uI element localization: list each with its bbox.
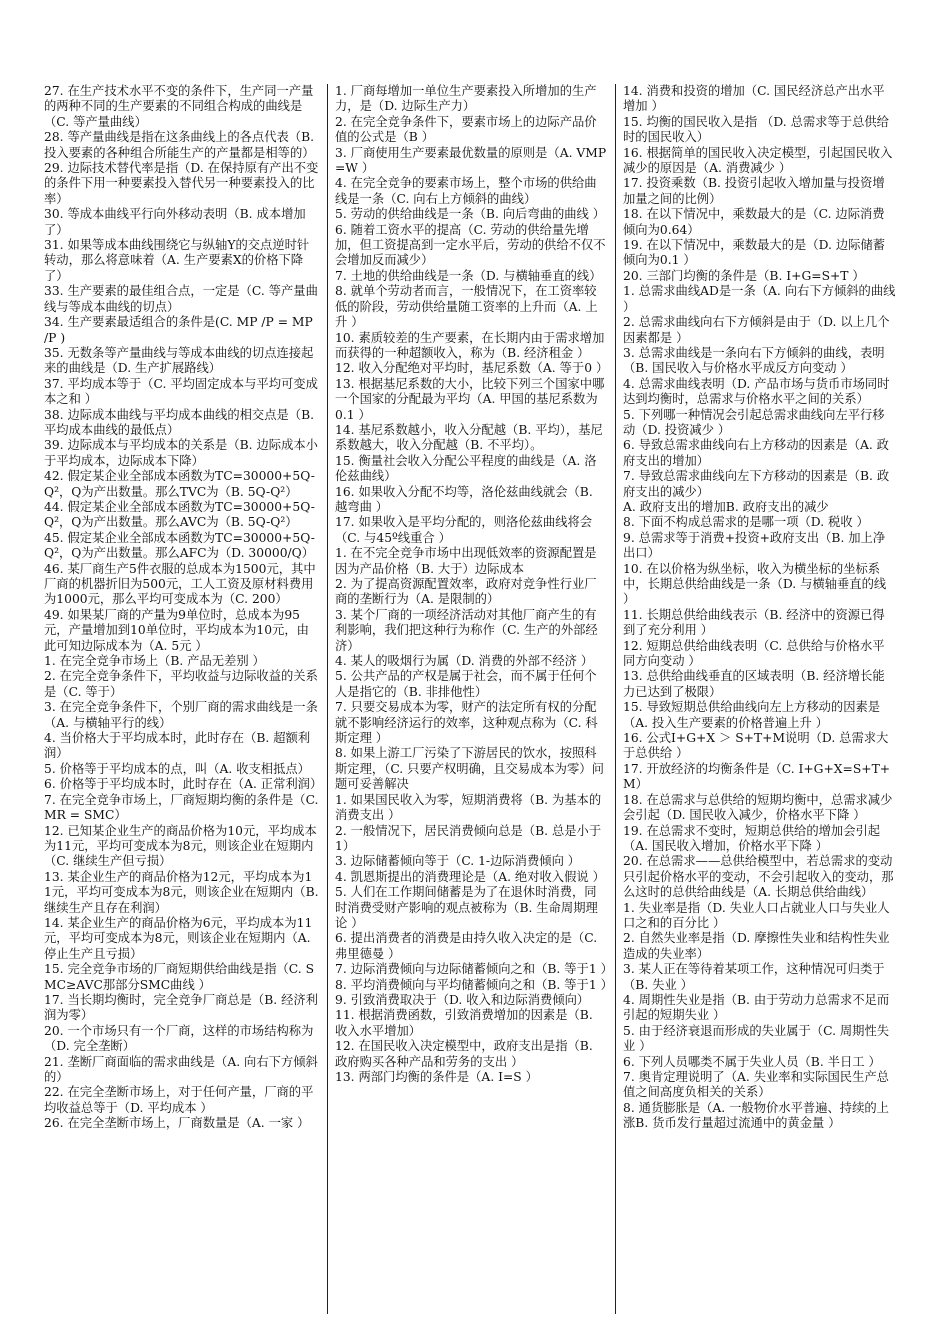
question-item: 7. 奥肯定理说明了（A. 失业率和实际国民生产总值之间高度负相关的关系） xyxy=(623,1070,889,1100)
question-item: 13. 两部门均衡的条件是（A. I=S ） xyxy=(335,1070,538,1084)
question-item: 2. 总需求曲线向右下方倾斜是由于（D. 以上几个因素都是 ） xyxy=(623,315,890,345)
question-item: 6. 提出消费者的消费是由持久收入决定的是（C. 弗里德曼 ） xyxy=(335,931,598,961)
question-item: 27. 在生产技术水平不变的条件下，生产同一产量的两种不同的生产要素的不同组合构成的曲线是（C. 等产量曲线） xyxy=(44,84,314,129)
question-item: 7. 土地的供给曲线是一条（D. 与横轴垂直的线） xyxy=(335,268,602,283)
question-item: 12. 已知某企业生产的商品价格为10元，平均成本为11元，平均可变成本为8元，则该企业在短期内（C. 继续生产但亏损） xyxy=(44,823,317,869)
text-column-left xyxy=(44,84,327,1314)
question-item: 42. 假定某企业全部成本函数为TC=30000+5Q-Q²，Q为产出数量。那么TVC为（B. 5Q-Q²） xyxy=(44,469,315,499)
question-item: 16. 如果收入分配不均等，洛伦兹曲线就会（B. 越弯曲 ） xyxy=(335,484,593,514)
question-item: 1. 如果国民收入为零，短期消费将（B. 为基本的消费支出 ） xyxy=(335,792,602,823)
question-item: 46. 某厂商生产5件衣服的总成本为1500元，其中厂商的机器折旧为500元，工人工资及原材料费用为1000元，那么平均可变成本为（C. 200） xyxy=(44,561,316,607)
question-item: 13. 根据基尼系数的大小，比较下列三个国家中哪一个国家的分配最为平均（A. 甲国的基尼系数为0.1 ） xyxy=(335,376,605,422)
question-item: 39. 边际成本与平均成本的关系是（B. 边际成本小于平均成本，边际成本下降） xyxy=(44,438,318,468)
question-item: 6. 价格等于平均成本时，此时存在（A. 正常利润） xyxy=(44,777,323,792)
question-item: 4. 周期性失业是指（B. 由于劳动力总需求不足而引起的短期失业 ） xyxy=(623,992,890,1023)
question-item: 9. 引致消费取决于（D. 收入和边际消费倾向） xyxy=(335,992,590,1007)
question-item: 3. 总需求曲线是一条向右下方倾斜的曲线，表明（B. 国民收入与价格水平成反方向变动 ） xyxy=(623,345,885,376)
question-item: 4. 某人的吸烟行为属（D. 消费的外部不经济 ） xyxy=(335,654,594,669)
question-item: 5. 由于经济衰退而形成的失业属于（C. 周期性失业 ） xyxy=(623,1023,890,1054)
question-item: 29. 边际技术替代率是指（D. 在保持原有产出不变的条件下用一种要素投入替代另一种要素投入的比率） xyxy=(44,161,319,206)
question-item: 3. 在完全竞争条件下，个别厂商的需求曲线是一条（A. 与横轴平行的线） xyxy=(44,700,318,730)
question-item: 35. 无数条等产量曲线与等成本曲线的切点连接起来的曲线是（D. 生产扩展路线） xyxy=(44,345,314,376)
question-item: 10. 在以价格为纵坐标，收入为横坐标的坐标系中，长期总供给曲线是一条（D. 与横轴垂直的线 ） xyxy=(623,561,887,607)
question-item: 49. 如果某厂商的产量为9单位时，总成本为95元，产量增加到10单位时，平均成本为10元，由此可知边际成本为（A. 5元 ） xyxy=(44,607,309,653)
question-item: 14. 某企业生产的商品价格为6元，平均成本为11元，平均可变成本为8元，则该企业在短期内（A. 停止生产且亏损） xyxy=(44,915,313,961)
question-item: 15. 衡量社会收入分配公平程度的曲线是（A. 洛伦兹曲线） xyxy=(335,453,597,484)
question-item: 19. 在以下情况中，乘数最大的是（D. 边际储蓄倾向为0.1 ） xyxy=(623,238,886,268)
question-item: 17. 当长期均衡时，完全竞争厂商总是（B. 经济利润为零） xyxy=(44,992,318,1023)
question-item: 6. 随着工资水平的提高（C. 劳动的供给量先增加，但工资提高到一定水平后，劳动的供给不仅不会增加反而减少） xyxy=(335,222,606,268)
question-item: 17. 开放经济的均衡条件是（C. I+G+X=S+T+M） xyxy=(623,761,891,792)
question-item: 30. 等成本曲线平行向外移动表明（B. 成本增加了） xyxy=(44,207,306,237)
question-item: 2. 在完全竞争条件下，要素市场上的边际产品价值的公式是（B ） xyxy=(335,114,597,145)
question-item: 20. 一个市场只有一个厂商，这样的市场结构称为（D. 完全垄断） xyxy=(44,1023,314,1054)
question-item: 11. 长期总供给曲线表示（B. 经济中的资源已得到了充分利用 ） xyxy=(623,607,885,638)
question-item: 6. 下列人员哪类不属于失业人员（B. 半日工 ） xyxy=(623,1054,881,1069)
question-item: 13. 总供给曲线垂直的区域表明（B. 经济增长能力已达到了极限） xyxy=(623,669,885,699)
question-item: 3. 某个厂商的一项经济活动对其他厂商产生的有利影响，我们把这种行为称作（C. 生产的外部经济） xyxy=(335,607,598,653)
question-item: 7. 在完全竞争市场上，厂商短期均衡的条件是（C. MR = SMC） xyxy=(44,792,319,823)
question-item: 17. 如果收入是平均分配的，则洛伦兹曲线将会（C. 与45º线重合 ） xyxy=(335,515,593,545)
question-item: 6. 导致总需求曲线向右上方移动的因素是（A. 政府支出的增加） xyxy=(623,438,889,468)
question-item: 8. 通货膨胀是（A. 一般物价水平普遍、持续的上涨B. 货币发行量超过流通中的黄金量 ） xyxy=(623,1100,889,1131)
question-item: 7. 边际消费倾向与边际储蓄倾向之和（B. 等于1 ） xyxy=(335,962,613,977)
question-item: 5. 下列哪一种情况会引起总需求曲线向左平行移动（D. 投资减少 ） xyxy=(623,407,885,437)
question-item: 14. 消费和投资的增加（C. 国民经济总产出水平增加 ） xyxy=(623,84,885,114)
question-item: 28. 等产量曲线是指在这条曲线上的各点代表（B. 投入要素的各种组合所能生产的产量都是相等的） xyxy=(44,130,315,160)
question-item: 13. 某企业生产的商品价格为12元，平均成本为11元，平均可变成本为8元，则该企业在短期内（B. 继续生产且存在利润） xyxy=(44,869,319,915)
question-item: 20. 在总需求——总供给模型中，若总需求的变动只引起价格水平的变动，不会引起收入的变动，那么这时的总供给曲线是（A. 长期总供给曲线） xyxy=(623,854,894,900)
question-item: 3. 边际储蓄倾向等于（C. 1-边际消费倾向 ） xyxy=(335,854,581,869)
question-item: 3. 厂商使用生产要素最优数量的原则是（A. VMP=W ） xyxy=(335,145,607,176)
question-item: 5. 人们在工作期间储蓄是为了在退休时消费，同时消费受财产影响的观点被称为（B. 生命周期理论 ） xyxy=(335,885,598,930)
question-item: 2. 一般情况下，居民消费倾向总是（B. 总是小于1） xyxy=(335,823,602,853)
question-item: 33. 生产要素的最佳组合点，一定是（C. 等产量曲线与等成本曲线的切点） xyxy=(44,284,318,314)
question-item: 37. 平均成本等于（C. 平均固定成本与平均可变成本之和 ） xyxy=(44,376,318,407)
question-item: 18. 在总需求与总供给的短期均衡中，总需求减少会引起（D. 国民收入减少，价格水平下降 ） xyxy=(623,792,893,823)
question-item: 1. 在完全竞争市场上（B. 产品无差别 ） xyxy=(44,654,265,669)
question-item: 4. 当价格大于平均成本时，此时存在（B. 超额利润） xyxy=(44,731,311,761)
question-item: 26. 在完全垄断市场上，厂商数量是（A. 一家 ） xyxy=(44,1116,310,1131)
question-item: 12. 在国民收入决定模型中，政府支出是指（B. 政府购买各种产品和劳务的支出 ） xyxy=(335,1039,593,1069)
question-item: 1. 在不完全竞争市场中出现低效率的资源配置是因为产品价格（B. 大于）边际成本 xyxy=(335,546,597,576)
document-page xyxy=(44,84,918,1306)
question-item: 12. 短期总供给曲线表明（C. 总供给与价格水平同方向变动 ） xyxy=(623,638,885,669)
question-item: A. 政府支出的增加B. 政府支出的减少 xyxy=(623,499,829,514)
question-item: 44. 假定某企业全部成本函数为TC=30000+5Q-Q²，Q为产出数量。那么AVC为（B. 5Q-Q²） xyxy=(44,499,315,530)
question-item: 4. 在完全竞争的要素市场上，整个市场的供给曲线是一条（C. 向右上方倾斜的曲线） xyxy=(335,176,597,206)
question-item: 1. 总需求曲线AD是一条（A. 向右下方倾斜的曲线 ） xyxy=(623,284,896,314)
question-item: 1. 失业率是指（D. 失业人口占就业人口与失业人口之和的百分比 ） xyxy=(623,900,890,930)
question-item: 15. 均衡的国民收入是指 （D. 总需求等于总供给时的国民收入） xyxy=(623,114,889,145)
question-item: 5. 公共产品的产权是属于社会，而不属于任何个人是指它的（B. 非排他性） xyxy=(335,669,597,699)
question-item: 38. 边际成本曲线与平均成本曲线的相交点是（B. 平均成本曲线的最低点） xyxy=(44,407,315,437)
question-item: 8. 如果上游工厂污染了下游居民的饮水，按照科斯定理，（C. 只要产权明确，且交易成本为零）问题可妥善解决 xyxy=(335,746,604,792)
question-item: 3. 某人正在等待着某项工作，这种情况可归类于（B. 失业 ） xyxy=(623,962,885,992)
question-item: 14. 基尼系数越小，收入分配越（B. 平均），基尼系数越大，收入分配越（B. 不平均）。 xyxy=(335,422,603,453)
question-item: 16. 根据简单的国民收入决定模型，引起国民收入减少的原因是（A. 消费减少 ） xyxy=(623,145,893,176)
question-item: 5. 价格等于平均成本的点，叫（A. 收支相抵点） xyxy=(44,761,310,776)
question-item: 16. 公式I+G+X ＞ S+T+M说明（D. 总需求大于总供给 ） xyxy=(623,731,889,761)
question-item: 2. 为了提高资源配置效率，政府对竞争性行业厂商的垄断行为（A. 是限制的） xyxy=(335,577,597,607)
question-item: 8. 平均消费倾向与平均储蓄倾向之和（B. 等于1 ） xyxy=(335,977,613,992)
question-item: 8. 下面不构成总需求的是哪一项（D. 税收 ） xyxy=(623,515,869,530)
question-item: 11. 根据消费函数，引致消费增加的因素是（B. 收入水平增加） xyxy=(335,1008,593,1038)
question-item: 18. 在以下情况中，乘数最大的是（C. 边际消费倾向为0.64） xyxy=(623,207,885,237)
question-item: 5. 劳动的供给曲线是一条（B. 向后弯曲的曲线 ） xyxy=(335,207,606,222)
question-item: 21. 垄断厂商面临的需求曲线是（A. 向右下方倾斜的） xyxy=(44,1054,318,1084)
question-item: 4. 总需求曲线表明（D. 产品市场与货币市场同时达到均衡时，总需求与价格水平之间的关系） xyxy=(623,376,890,407)
question-item: 2. 在完全竞争条件下，平均收益与边际收益的关系是（C. 等于） xyxy=(44,669,318,699)
question-item: 20. 三部门均衡的条件是（B. I+G=S+T ） xyxy=(623,268,865,283)
question-item: 2. 自然失业率是指（D. 摩擦性失业和结构性失业造成的失业率） xyxy=(623,931,890,961)
question-item: 7. 导致总需求曲线向左下方移动的因素是（B. 政府支出的减少） xyxy=(623,469,890,499)
text-column-right xyxy=(616,84,903,1314)
question-item: 9. 总需求等于消费+投资+政府支出（B. 加上净出口） xyxy=(623,530,886,561)
question-item: 4. 凯恩斯提出的消费理论是（A. 绝对收入假说 ） xyxy=(335,869,605,884)
text-column-middle xyxy=(328,84,615,1314)
question-item: 15. 导致短期总供给曲线向左上方移动的因素是（A. 投入生产要素的价格普遍上升 ） xyxy=(623,700,881,730)
question-item: 19. 在总需求不变时，短期总供给的增加会引起（A. 国民收入增加，价格水平下降 ） xyxy=(623,823,881,853)
question-item: 10. 素质较差的生产要素，在长期内由于需求增加而获得的一种超额收入，称为（B. 经济租金 ） xyxy=(335,330,605,360)
question-item: 1. 厂商每增加一单位生产要素投入所增加的生产力，是（D. 边际生产力） xyxy=(335,84,597,114)
question-item: 15. 完全竞争市场的厂商短期供给曲线是指（C. SMC≥AVC那部分SMC曲线 ） xyxy=(44,962,315,992)
question-item: 31. 如果等成本曲线围绕它与纵轴Y的交点逆时针转动，那么将意味着（A. 生产要素X的价格下降了） xyxy=(44,238,310,283)
question-item: 8. 就单个劳动者而言，一般情况下，在工资率较低的阶段，劳动供给量随工资率的上升而（A. 上升 ） xyxy=(335,284,598,330)
question-item: 34. 生产要素最适组合的条件是(C. MP /P = MP /P ) xyxy=(44,315,313,345)
question-item: 17. 投资乘数（B. 投资引起收入增加量与投资增加量之间的比例） xyxy=(623,176,885,206)
question-item: 45. 假定某企业全部成本函数为TC=30000+5Q-Q²，Q为产出数量。那么AFC为（D. 30000/Q） xyxy=(44,530,315,561)
question-item: 22. 在完全垄断市场上，对于任何产量，厂商的平均收益总等于（D. 平均成本 ） xyxy=(44,1085,314,1115)
question-item: 7. 只要交易成本为零，财产的法定所有权的分配就不影响经济运行的效率，这种观点称为（C. 科斯定理 ） xyxy=(335,700,598,746)
question-item: 12. 收入分配绝对平均时，基尼系数（A. 等于0 ） xyxy=(335,361,609,376)
